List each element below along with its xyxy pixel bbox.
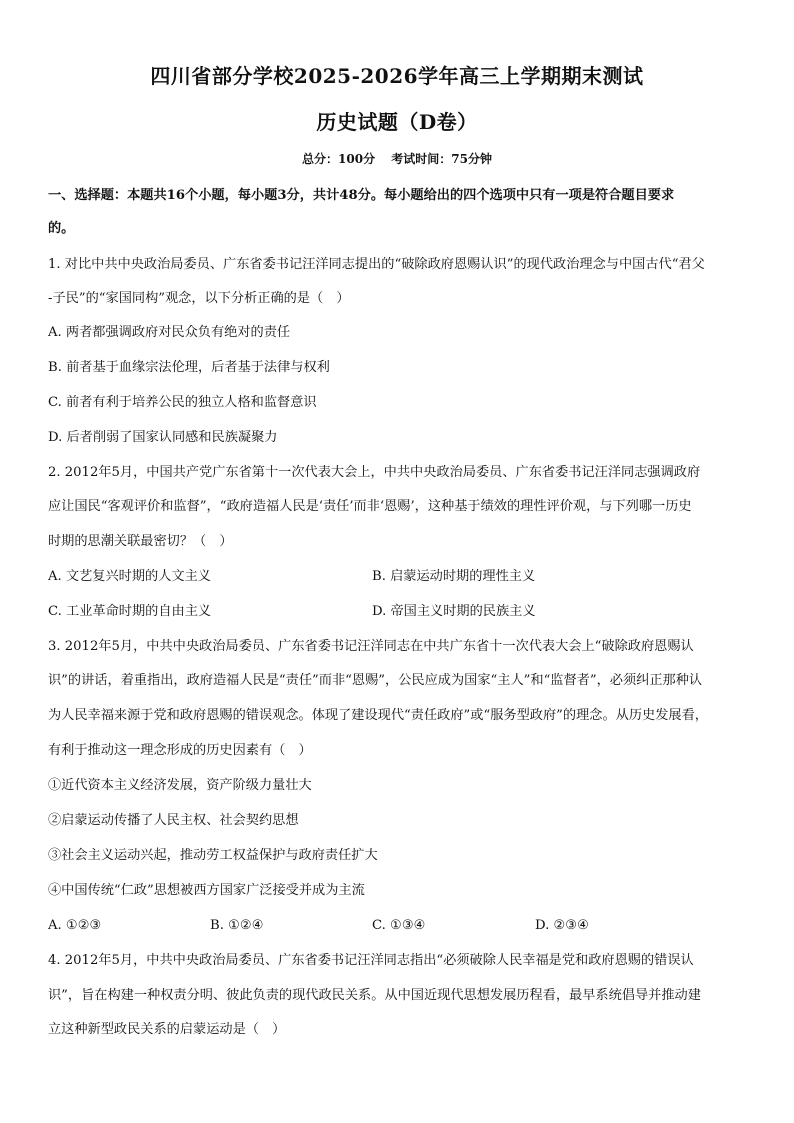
question-stem-line: 为人民幸福来源于党和政府恩赐的错误观念。体现了建设现代“责任政府”或“服务型政府”的理念。从历史发展看， [48,708,708,723]
option-b: B. ①②④ [210,918,264,933]
question-stem-line: 立这种新型政民关系的启蒙运动是（ ） [48,1022,286,1037]
question-stem-line: 2. 2012年5月，中国共产党广东省第十一次代表大会上，中共中央政治局委员、广东省委书记汪洋同志强调政府 [48,465,701,480]
option-c: C. ①③④ [372,918,426,933]
question-stem-line: 3. 2012年5月，中共中央政治局委员、广东省委书记汪洋同志在中共广东省十一次代表大会上“破除政府恩赐认 [48,639,694,654]
option-a: A. 两者都强调政府对民众负有绝对的责任 [48,325,291,340]
exam-meta [0,150,794,167]
section-heading: 一、选择题：本题共16个小题，每小题3分，共计48分。每小题给出的四个选项中只有一项是符合题目要求 [48,188,675,203]
exam-title: 四川省部分学校2025-2026学年高三上学期期末测试 [150,64,644,88]
option-d: D. 帝国主义时期的民族主义 [372,604,536,619]
question-stem-line: 有利于推动这一理念形成的历史因素有（ ） [48,743,312,758]
question-stem-line: 识”，旨在构建一种权责分明、彼此负责的现代政民关系。从中国近现代思想发展历程看，最早系统倡导并推动建 [48,988,701,1003]
option-c: C. 前者有利于培养公民的独立人格和监督意识 [48,395,317,410]
question-stem-line: 1. 对比中共中央政治局委员、广东省委书记汪洋同志提出的“破除政府恩赐认识”的现代政治理念与中国古代“君父 [48,257,705,272]
question-stem-line: 4. 2012年5月，中共中央政治局委员、广东省委书记汪洋同志指出“必须破除人民幸福是党和政府恩赐的错误认 [48,953,694,968]
exam-subtitle: 历史试题（D卷） [316,110,478,134]
option-b: B. 前者基于血缘宗法伦理，后者基于法律与权利 [48,360,330,375]
question-stem-line: 时期的思潮关联最密切？（ ） [48,534,233,549]
question-stem-line: 应让国民“客观评价和监督”，“政府造福人民是‘责任’而非‘恩赐’，这种基于绩效的理性评价观，与下列哪一历史 [48,499,692,514]
question-stem-line: -子民”的“家国同构”观念，以下分析正确的是（ ） [48,291,350,306]
statement-4: ④中国传统“仁政”思想被西方国家广泛接受并成为主流 [48,883,365,898]
option-a: A. ①②③ [48,918,102,933]
statement-1: ①近代资本主义经济发展，资产阶级力量壮大 [48,778,312,793]
statement-2: ②启蒙运动传播了人民主权、社会契约思想 [48,813,299,828]
option-c: C. 工业革命时期的自由主义 [48,604,212,619]
option-d: D. ②③④ [535,918,589,933]
option-b: B. 启蒙运动时期的理性主义 [372,569,536,584]
statement-3: ③社会主义运动兴起，推动劳工权益保护与政府责任扩大 [48,848,378,863]
option-d: D. 后者削弱了国家认同感和民族凝聚力 [48,430,278,445]
exam-time: 考试时间：75分钟 [391,152,492,166]
option-a: A. 文艺复兴时期的人文主义 [48,569,211,584]
section-heading-cont: 的。 [48,221,75,236]
question-stem-line: 识”的讲话，着重指出，政府造福人民是“责任”而非“恩赐”，公民应成为国家“主人”和“监督者”，必须纠正那种认 [48,673,703,688]
total-score: 总分：100分 [302,152,376,166]
